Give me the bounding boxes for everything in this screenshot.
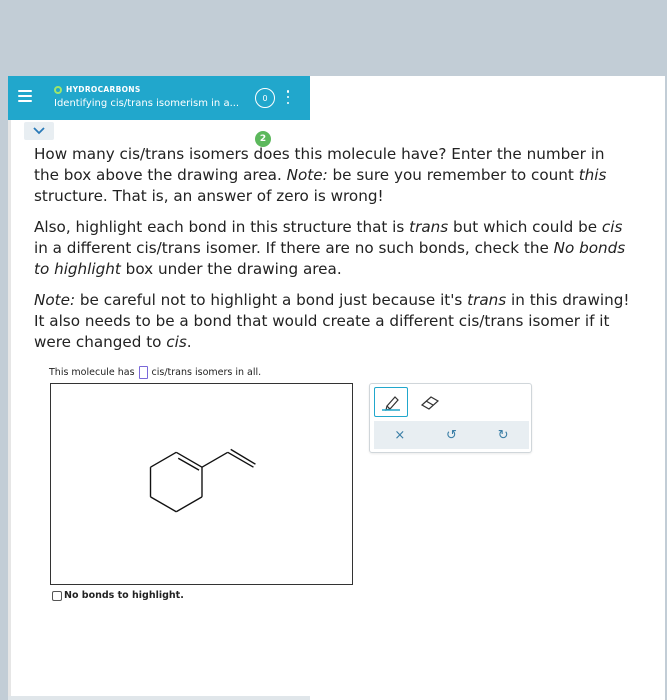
question-paragraph-3: Note: be careful not to highlight a bond just because it's trans in this drawing! It also needs to be a bond that would create a different cis/trans isomer if it were changed to cis. bbox=[34, 291, 630, 351]
no-bonds-checkbox[interactable] bbox=[52, 591, 62, 601]
topic-label: HYDROCARBONS bbox=[54, 85, 141, 94]
attempt-badge: 2 bbox=[255, 131, 271, 147]
undo-button[interactable]: ↺ bbox=[446, 427, 457, 443]
highlight-tool-button[interactable] bbox=[374, 387, 408, 417]
chevron-down-icon bbox=[33, 127, 45, 135]
ring-bond[interactable] bbox=[151, 452, 177, 467]
lesson-title: Identifying cis/trans isomerism in a... bbox=[54, 98, 240, 109]
progress-value: 0 bbox=[262, 93, 268, 103]
question-text bbox=[34, 144, 634, 363]
progress-ring[interactable] bbox=[255, 88, 275, 108]
answer-line bbox=[49, 366, 261, 379]
tool-actions-row bbox=[374, 421, 529, 449]
clear-button[interactable]: × bbox=[394, 427, 406, 443]
header-bar bbox=[8, 76, 310, 120]
menu-icon[interactable] bbox=[18, 90, 32, 102]
browser-background bbox=[0, 0, 667, 76]
question-card bbox=[8, 76, 665, 700]
topic-status-icon bbox=[54, 86, 62, 94]
pencil-icon bbox=[381, 393, 401, 411]
bottom-bar bbox=[8, 696, 310, 700]
question-paragraph-2: Also, highlight each bond in this structure that is trans but which could be cis in a different cis/trans isomer. If there are no such bonds, check the No bonds to highlight box under the drawing area. bbox=[34, 218, 626, 278]
drawing-toolbar bbox=[369, 383, 532, 453]
collapse-button[interactable] bbox=[24, 122, 54, 140]
eraser-tool-button[interactable] bbox=[416, 389, 444, 417]
substituent-bond[interactable] bbox=[202, 452, 228, 467]
ring-bond[interactable] bbox=[151, 497, 177, 512]
molecule-structure bbox=[51, 384, 352, 584]
answer-prefix: This molecule has bbox=[49, 367, 135, 378]
answer-suffix: cis/trans isomers in all. bbox=[151, 367, 262, 378]
redo-button[interactable]: ↻ bbox=[497, 427, 509, 443]
more-options-icon[interactable] bbox=[286, 90, 290, 104]
side-strip bbox=[8, 120, 11, 700]
no-bonds-option[interactable] bbox=[52, 590, 184, 601]
drawing-canvas[interactable] bbox=[50, 383, 353, 585]
no-bonds-label: No bonds to highlight. bbox=[64, 590, 184, 601]
question-paragraph-1: How many cis/trans isomers does this molecule have? Enter the number in the box above the drawing area. Note: be sure you remember to count this structure. That is, an answer of zero is wrong! bbox=[34, 145, 607, 205]
isomer-count-input[interactable] bbox=[139, 366, 148, 379]
eraser-icon bbox=[419, 395, 441, 411]
ring-bond[interactable] bbox=[176, 497, 202, 512]
